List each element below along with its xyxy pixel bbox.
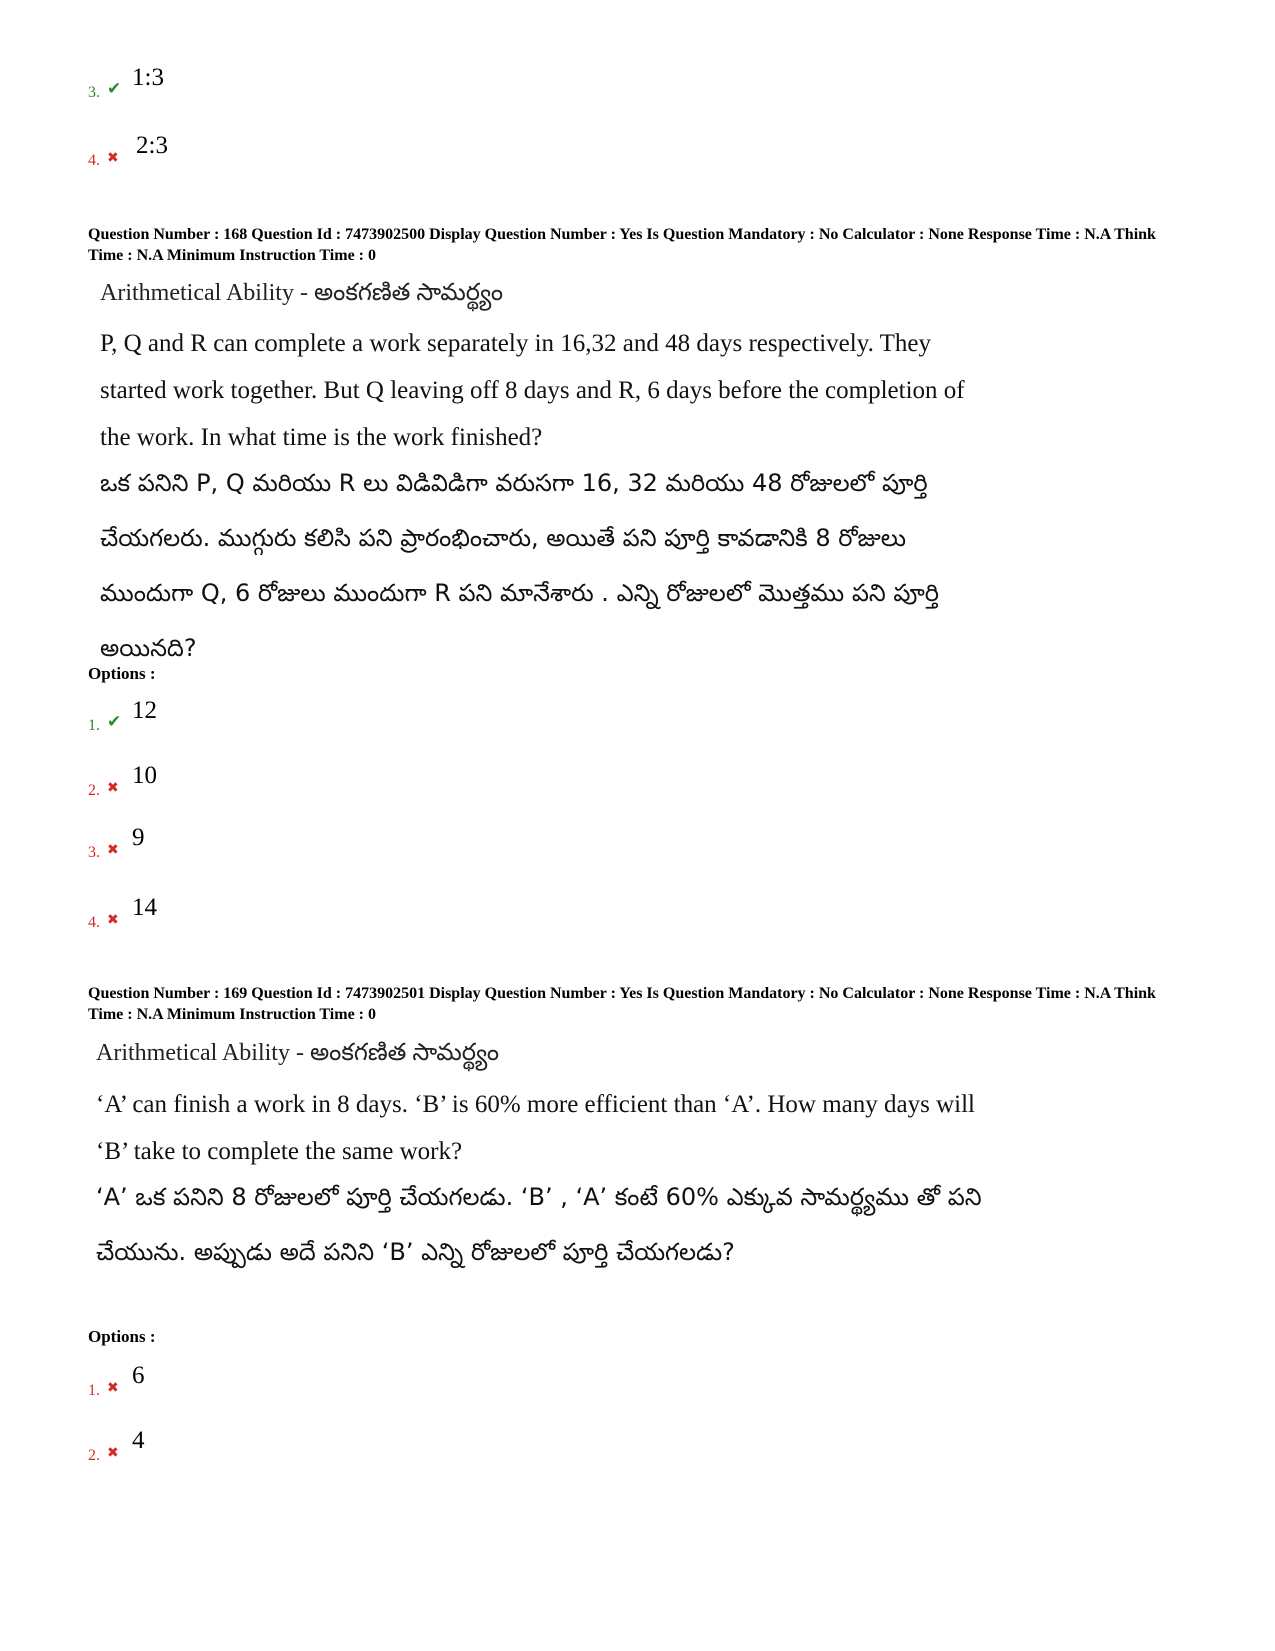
subject-label: Arithmetical Ability - అంకగణిత సామర్థ్యం bbox=[100, 280, 504, 306]
option-number: 3. bbox=[88, 84, 100, 101]
options-label: Options : bbox=[88, 664, 156, 683]
option-number: 2. bbox=[88, 782, 100, 799]
option-value: 10 bbox=[132, 762, 157, 789]
check-icon: ✔ bbox=[107, 79, 122, 99]
cross-icon: ✖ bbox=[107, 842, 119, 858]
check-icon: ✔ bbox=[107, 712, 122, 732]
options-label: Options : bbox=[88, 1327, 156, 1346]
option-value: 9 bbox=[132, 824, 145, 851]
cross-icon: ✖ bbox=[107, 912, 119, 928]
option-value: 1:3 bbox=[132, 64, 164, 91]
question-text-en: P, Q and R can complete a work separately in 16,32 and 48 days respectively. They started work together. But Q leaving off 8 days and R, 6 days before the completion of the work. In what time is the work finished? bbox=[100, 330, 965, 451]
option-number: 4. bbox=[88, 152, 100, 169]
question-text-te: ఒక పనిని P, Q మరియు R లు విడివిడిగా వరుసగా 16, 32 మరియు 48 రోజులలో పూర్తి చేయగలరు. ముగ్గురు కలిసి పని ప్రారంభించారు, అయితే పని పూర్తి కావడానికి 8 రోజులు ముందుగా Q, 6 రోజులు ముందుగా R పని మానేశారు . ఎన్ని రోజులలో మొత్తము పని పూర్తి అయినది? bbox=[100, 469, 940, 662]
option-value: 12 bbox=[132, 697, 157, 724]
option-value: 4 bbox=[132, 1427, 145, 1454]
option-number: 1. bbox=[88, 717, 100, 734]
cross-icon: ✖ bbox=[107, 780, 119, 796]
option-value: 2:3 bbox=[136, 132, 168, 159]
cross-icon: ✖ bbox=[107, 150, 119, 166]
option-number: 2. bbox=[88, 1447, 100, 1464]
question-meta-169: Question Number : 169 Question Id : 7473902501 Display Question Number : Yes Is Question Mandatory : No Calculator : None Response Time : N.A Think Time : N.A Minimum Instruction Time : 0 bbox=[88, 985, 1156, 1023]
question-text-en: ‘A’ can finish a work in 8 days. ‘B’ is 60% more efficient than ‘A’. How many days will ‘B’ take to complete the same work? bbox=[96, 1091, 975, 1165]
subject-label: Arithmetical Ability - అంకగణిత సామర్థ్యం bbox=[96, 1040, 500, 1066]
cross-icon: ✖ bbox=[107, 1380, 119, 1396]
option-number: 4. bbox=[88, 914, 100, 931]
question-meta-168: Question Number : 168 Question Id : 7473902500 Display Question Number : Yes Is Question Mandatory : No Calculator : None Response Time : N.A Think Time : N.A Minimum Instruction Time : 0 bbox=[88, 226, 1156, 264]
question-text-te: ‘A’ ఒక పనిని 8 రోజులలో పూర్తి చేయగలడు. ‘B’ , ‘A’ కంటే 60% ఎక్కువ సామర్థ్యము తో పని చేయును. అప్పుడు అదే పనిని ‘B’ ఎన్ని రోజులలో పూర్తి చేయగలడు? bbox=[96, 1183, 982, 1266]
option-value: 14 bbox=[132, 894, 157, 921]
cross-icon: ✖ bbox=[107, 1445, 119, 1461]
option-number: 1. bbox=[88, 1382, 100, 1399]
option-number: 3. bbox=[88, 844, 100, 861]
option-value: 6 bbox=[132, 1362, 145, 1389]
